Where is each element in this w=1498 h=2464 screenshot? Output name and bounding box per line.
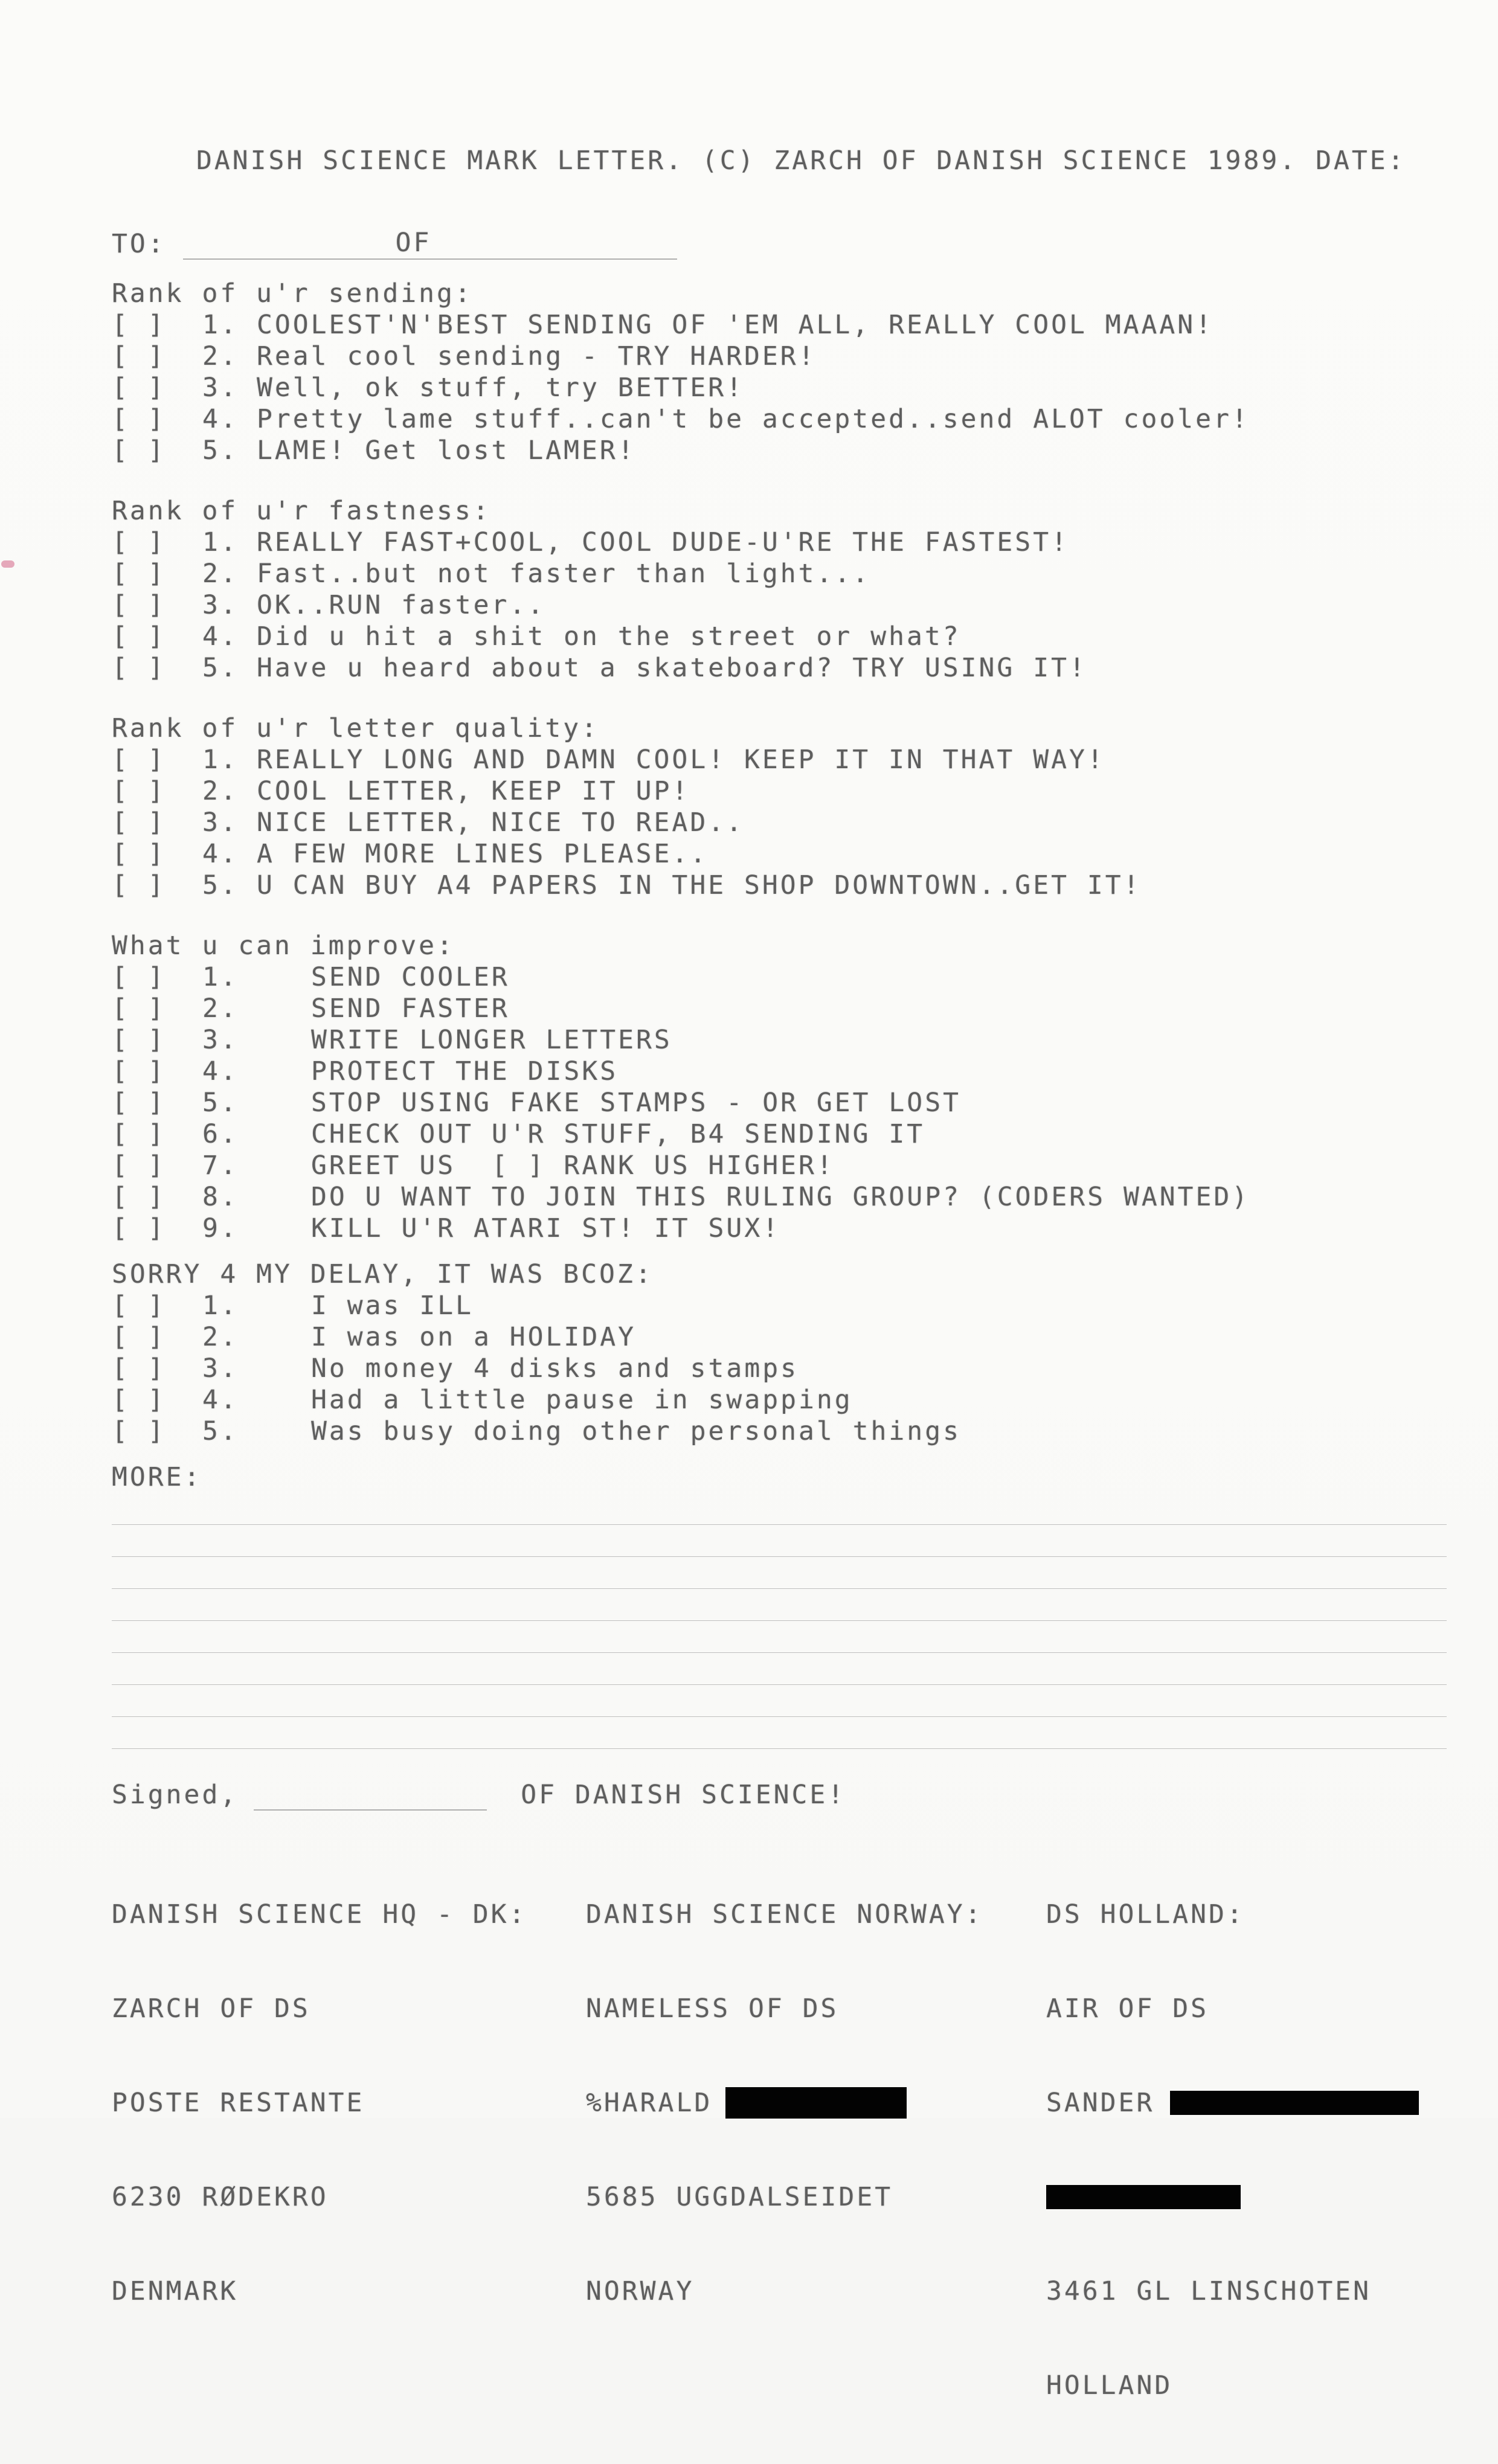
redaction-bar — [1170, 2091, 1419, 2115]
item-number: 6. — [202, 1119, 239, 1149]
address-block — [112, 1836, 1447, 2464]
item-text: Did u hit a shit on the street or what? — [257, 621, 961, 652]
section-heading: Rank of u'r sending: — [112, 278, 473, 309]
item-number: 4. — [202, 839, 239, 869]
to-label: TO: — [112, 229, 166, 259]
ruled-line — [112, 1717, 1447, 1749]
checklist-item — [112, 435, 1447, 466]
section-heading: What u can improve: — [112, 931, 455, 961]
checkbox: [ ] — [112, 435, 166, 466]
item-text: No money 4 disks and stamps — [311, 1353, 799, 1384]
checkbox: [ ] — [112, 745, 166, 775]
checklist-item — [112, 1118, 1447, 1150]
checklist-item — [112, 1384, 1447, 1416]
checklist-item — [112, 372, 1447, 403]
item-text: CHECK OUT U'R STUFF, B4 SENDING IT — [311, 1119, 925, 1149]
address-line: 6230 RØDEKRO — [112, 2182, 329, 2212]
signature-blank-underline — [254, 1809, 487, 1811]
checkbox: [ ] — [112, 807, 166, 838]
ruled-line — [112, 1589, 1447, 1621]
of-label: OF — [395, 228, 432, 258]
checkbox: [ ] — [112, 1088, 166, 1118]
section-heading: Rank of u'r fastness: — [112, 496, 491, 526]
signed-suffix: OF DANISH SCIENCE! — [521, 1780, 846, 1810]
address-line: DS HOLLAND: — [1046, 1899, 1245, 1930]
checkbox: [ ] — [112, 839, 166, 869]
item-text: Had a little pause in swapping — [311, 1385, 853, 1415]
item-number: 3. — [202, 373, 239, 403]
checklist-item — [112, 870, 1447, 901]
item-text: COOL LETTER, KEEP IT UP! — [257, 776, 690, 806]
item-number: 7. — [202, 1150, 239, 1181]
item-number: 4. — [202, 1056, 239, 1086]
address-line: SANDER — [1046, 2088, 1155, 2118]
item-text: I was ILL — [311, 1291, 474, 1321]
checkbox: [ ] — [112, 776, 166, 806]
checklist-item — [112, 838, 1447, 870]
item-number: 5. — [202, 1088, 239, 1118]
item-text: Was busy doing other personal things — [311, 1416, 961, 1446]
checklist-item — [112, 993, 1447, 1024]
checklist-item — [112, 1416, 1447, 1447]
item-number: 2. — [202, 341, 239, 371]
item-number: 4. — [202, 1385, 239, 1415]
writing-lines — [112, 1493, 1447, 1749]
item-text: SEND COOLER — [311, 962, 510, 992]
section-delay-reason — [112, 1259, 1447, 1447]
address-line-redacted — [1046, 2087, 1447, 2119]
item-text: I was on a HOLIDAY — [311, 1322, 636, 1352]
item-text: OK..RUN faster.. — [257, 590, 546, 620]
checkbox: [ ] — [112, 310, 166, 340]
item-number: 2. — [202, 993, 239, 1024]
item-number: 1. — [202, 745, 239, 775]
checklist-item — [112, 1181, 1447, 1213]
checkbox: [ ] — [112, 1291, 166, 1321]
checkbox: [ ] — [112, 870, 166, 900]
item-text: LAME! Get lost LAMER! — [257, 435, 636, 466]
item-text: Real cool sending - TRY HARDER! — [257, 341, 817, 371]
checkbox: [ ] — [112, 993, 166, 1024]
item-text: KILL U'R ATARI ST! IT SUX! — [311, 1213, 781, 1243]
checkbox: [ ] — [112, 1353, 166, 1384]
item-text: Well, ok stuff, try BETTER! — [257, 373, 744, 403]
checkbox: [ ] — [112, 1056, 166, 1086]
checklist-item — [112, 403, 1447, 435]
address-line: DANISH SCIENCE NORWAY: — [586, 1899, 983, 1930]
more-label: MORE: — [112, 1462, 202, 1492]
checklist-item — [112, 527, 1447, 558]
checklist-item — [112, 775, 1447, 807]
section-improve — [112, 930, 1447, 1244]
checkbox: [ ] — [112, 373, 166, 403]
item-number: 1. — [202, 1291, 239, 1321]
checkbox: [ ] — [112, 1025, 166, 1055]
checkbox: [ ] — [112, 404, 166, 434]
item-number: 2. — [202, 1322, 239, 1352]
section-heading: Rank of u'r letter quality: — [112, 713, 599, 743]
item-text: Pretty lame stuff..can't be accepted..send ALOT cooler! — [257, 404, 1250, 434]
item-number: 3. — [202, 590, 239, 620]
address-column-norway — [586, 1836, 1046, 2370]
checkbox: [ ] — [112, 1182, 166, 1212]
item-number: 9. — [202, 1213, 239, 1243]
item-text: WRITE LONGER LETTERS — [311, 1025, 672, 1055]
item-number: 4. — [202, 621, 239, 652]
item-text: REALLY LONG AND DAMN COOL! KEEP IT IN THAT WAY! — [257, 745, 1105, 775]
address-line-redacted — [586, 2087, 1046, 2119]
checklist-item — [112, 744, 1447, 775]
checklist-item — [112, 558, 1447, 589]
checklist-item — [112, 961, 1447, 993]
item-number: 4. — [202, 404, 239, 434]
checklist-item — [112, 309, 1447, 341]
checklist-item — [112, 1024, 1447, 1056]
signed-label: Signed, — [112, 1780, 239, 1810]
section-rank-sending — [112, 278, 1447, 466]
address-line: POSTE RESTANTE — [112, 2088, 365, 2118]
address-line: DENMARK — [112, 2276, 239, 2306]
item-number: 1. — [202, 527, 239, 557]
checklist-item — [112, 341, 1447, 372]
address-line: ZARCH OF DS — [112, 1994, 310, 2024]
ruled-line — [112, 1653, 1447, 1685]
item-text: DO U WANT TO JOIN THIS RULING GROUP? (CODERS WANTED) — [311, 1182, 1250, 1212]
item-number: 3. — [202, 1353, 239, 1384]
ruled-line — [112, 1621, 1447, 1653]
item-text: PROTECT THE DISKS — [311, 1056, 619, 1086]
checkbox: [ ] — [112, 559, 166, 589]
ruled-line — [112, 1493, 1447, 1525]
checkbox: [ ] — [112, 527, 166, 557]
address-line: %HARALD — [586, 2088, 713, 2118]
checkbox: [ ] — [112, 1322, 166, 1352]
checkbox: [ ] — [112, 341, 166, 371]
address-line: HOLLAND — [1046, 2370, 1173, 2401]
page-title: DANISH SCIENCE MARK LETTER. (C) ZARCH OF DANISH SCIENCE 1989. DATE: — [196, 146, 1406, 176]
item-number: 2. — [202, 776, 239, 806]
to-line — [112, 227, 1447, 260]
section-heading: SORRY 4 MY DELAY, IT WAS BCOZ: — [112, 1259, 654, 1289]
item-text: GREET US [ ] RANK US HIGHER! — [311, 1150, 835, 1181]
checkbox: [ ] — [112, 1416, 166, 1446]
item-number: 5. — [202, 1416, 239, 1446]
checkbox: [ ] — [112, 653, 166, 683]
item-text: REALLY FAST+COOL, COOL DUDE-U'RE THE FASTEST! — [257, 527, 1069, 557]
checklist-item — [112, 807, 1447, 838]
signed-line — [112, 1779, 1447, 1811]
checklist-item — [112, 621, 1447, 652]
address-column-holland — [1046, 1836, 1447, 2464]
address-line-redacted — [1046, 2181, 1447, 2213]
item-number: 2. — [202, 559, 239, 589]
address-line: 3461 GL LINSCHOTEN — [1046, 2276, 1371, 2306]
item-number: 3. — [202, 1025, 239, 1055]
section-rank-letter-quality — [112, 713, 1447, 901]
item-text: NICE LETTER, NICE TO READ.. — [257, 807, 744, 838]
ruled-line — [112, 1557, 1447, 1589]
checklist-item — [112, 652, 1447, 684]
item-text: Fast..but not faster than light... — [257, 559, 871, 589]
checkbox: [ ] — [112, 962, 166, 992]
item-number: 5. — [202, 435, 239, 466]
item-text: U CAN BUY A4 PAPERS IN THE SHOP DOWNTOWN..GET IT! — [257, 870, 1142, 900]
item-text: SEND FASTER — [311, 993, 510, 1024]
checklist-item — [112, 1087, 1447, 1118]
address-column-denmark — [112, 1836, 586, 2370]
item-number: 3. — [202, 807, 239, 838]
checkbox: [ ] — [112, 621, 166, 652]
item-text: A FEW MORE LINES PLEASE.. — [257, 839, 709, 869]
ruled-line — [112, 1685, 1447, 1717]
checkbox: [ ] — [112, 590, 166, 620]
checklist-item — [112, 1290, 1447, 1321]
item-text: STOP USING FAKE STAMPS - OR GET LOST — [311, 1088, 961, 1118]
section-rank-fastness — [112, 495, 1447, 684]
item-number: 5. — [202, 653, 239, 683]
address-line: DANISH SCIENCE HQ - DK: — [112, 1899, 527, 1930]
checkbox: [ ] — [112, 1150, 166, 1181]
address-line: NAMELESS OF DS — [586, 1994, 839, 2024]
checklist-sections — [112, 278, 1447, 1447]
checkbox: [ ] — [112, 1213, 166, 1243]
item-number: 8. — [202, 1182, 239, 1212]
item-number: 1. — [202, 310, 239, 340]
checklist-item — [112, 1150, 1447, 1181]
item-text: COOLEST'N'BEST SENDING OF 'EM ALL, REALLY COOL MAAAN! — [257, 310, 1214, 340]
checkbox: [ ] — [112, 1119, 166, 1149]
address-line: AIR OF DS — [1046, 1994, 1209, 2024]
item-number: 5. — [202, 870, 239, 900]
checklist-item — [112, 1353, 1447, 1384]
to-blank-underline — [183, 227, 677, 260]
item-number: 1. — [202, 962, 239, 992]
address-line: 5685 UGGDALSEIDET — [586, 2182, 893, 2212]
scan-artifact — [1, 560, 14, 568]
redaction-bar — [725, 2087, 907, 2119]
ruled-line — [112, 1525, 1447, 1557]
redaction-bar — [1046, 2185, 1241, 2209]
checklist-item — [112, 589, 1447, 621]
checklist-item — [112, 1213, 1447, 1244]
checklist-item — [112, 1056, 1447, 1087]
item-text: Have u heard about a skateboard? TRY USING IT! — [257, 653, 1087, 683]
address-line: NORWAY — [586, 2276, 695, 2306]
checkbox: [ ] — [112, 1385, 166, 1415]
checklist-item — [112, 1321, 1447, 1353]
